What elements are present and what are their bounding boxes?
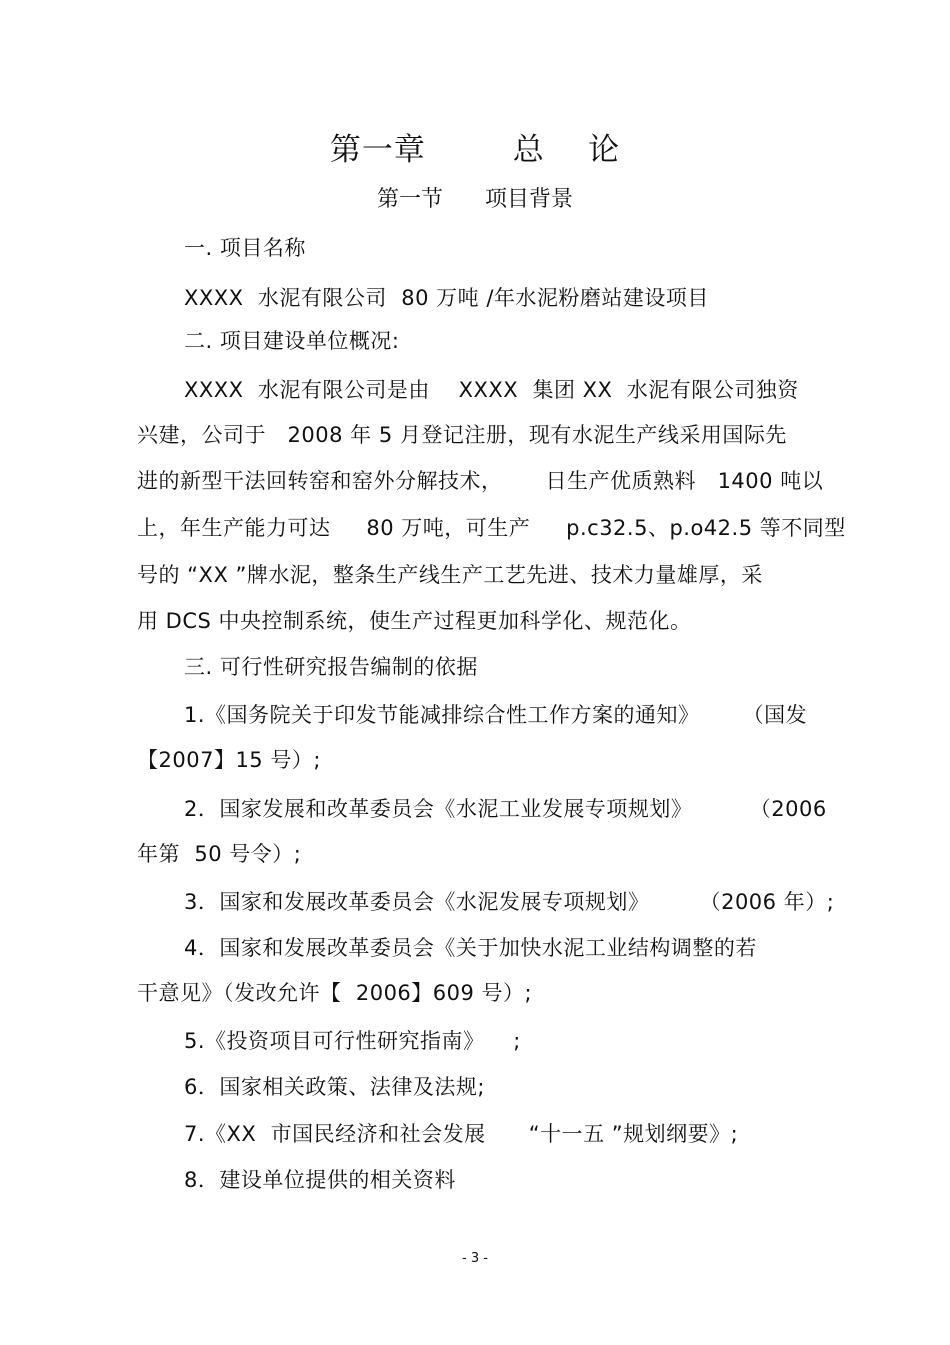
basis-item: 6．国家相关政策、法律及法规; (184, 1075, 485, 1099)
basis-item: 干意见》（发改允许【 2006】609 号）; (137, 981, 533, 1005)
overview-line: 进的新型干法回转窑和窑外分解技术， 日生产优质熟料 1400 吨以 (137, 469, 824, 493)
basis-item: 4．国家和发展改革委员会《关于加快水泥工业结构调整的若 (184, 936, 757, 960)
basis-item: 年第 50 号令）; (137, 842, 302, 866)
basis-item: 1.《国务院关于印发节能减排综合性工作方案的通知》 （国发 (184, 703, 808, 727)
overview-line: 兴建，公司于 2008 年 5 月登记注册，现有水泥生产线采用国际先 (137, 423, 787, 447)
page-number: - 3 - (462, 1251, 488, 1266)
basis-item: 8．建设单位提供的相关资料 (184, 1168, 456, 1192)
section-title: 第一节 项目背景 (377, 187, 573, 212)
basis-item: 3．国家和发展改革委员会《水泥发展专项规划》 （2006 年）; (184, 890, 835, 914)
basis-item: 【2007】15 号）; (137, 748, 321, 772)
overview-line: 用 DCS 中央控制系统，使生产过程更加科学化、规范化。 (137, 609, 692, 633)
overview-line: 上，年生产能力可达 80 万吨，可生产 p.c32.5、p.o42.5 等不同型 (137, 516, 846, 540)
heading-project-name: 一. 项目名称 (184, 236, 306, 260)
basis-item: 2．国家发展和改革委员会《水泥工业发展专项规划》 （2006 (184, 797, 827, 821)
overview-line: 号的 “XX ”牌水泥，整条生产线生产工艺先进、技术力量雄厚，采 (137, 563, 763, 587)
heading-basis: 三. 可行性研究报告编制的依据 (184, 655, 478, 679)
overview-line: XXXX 水泥有限公司是由 XXXX 集团 XX 水泥有限公司独资 (184, 378, 799, 402)
heading-unit-overview: 二. 项目建设单位概况: (184, 329, 400, 353)
basis-item: 7.《XX 市国民经济和社会发展 “十一五 ”规划纲要》; (184, 1122, 739, 1146)
basis-item: 5.《投资项目可行性研究指南》 ; (184, 1029, 521, 1053)
project-name-text: XXXX 水泥有限公司 80 万吨 /年水泥粉磨站建设项目 (184, 286, 709, 310)
chapter-title: 第一章 总 论 (329, 132, 621, 168)
